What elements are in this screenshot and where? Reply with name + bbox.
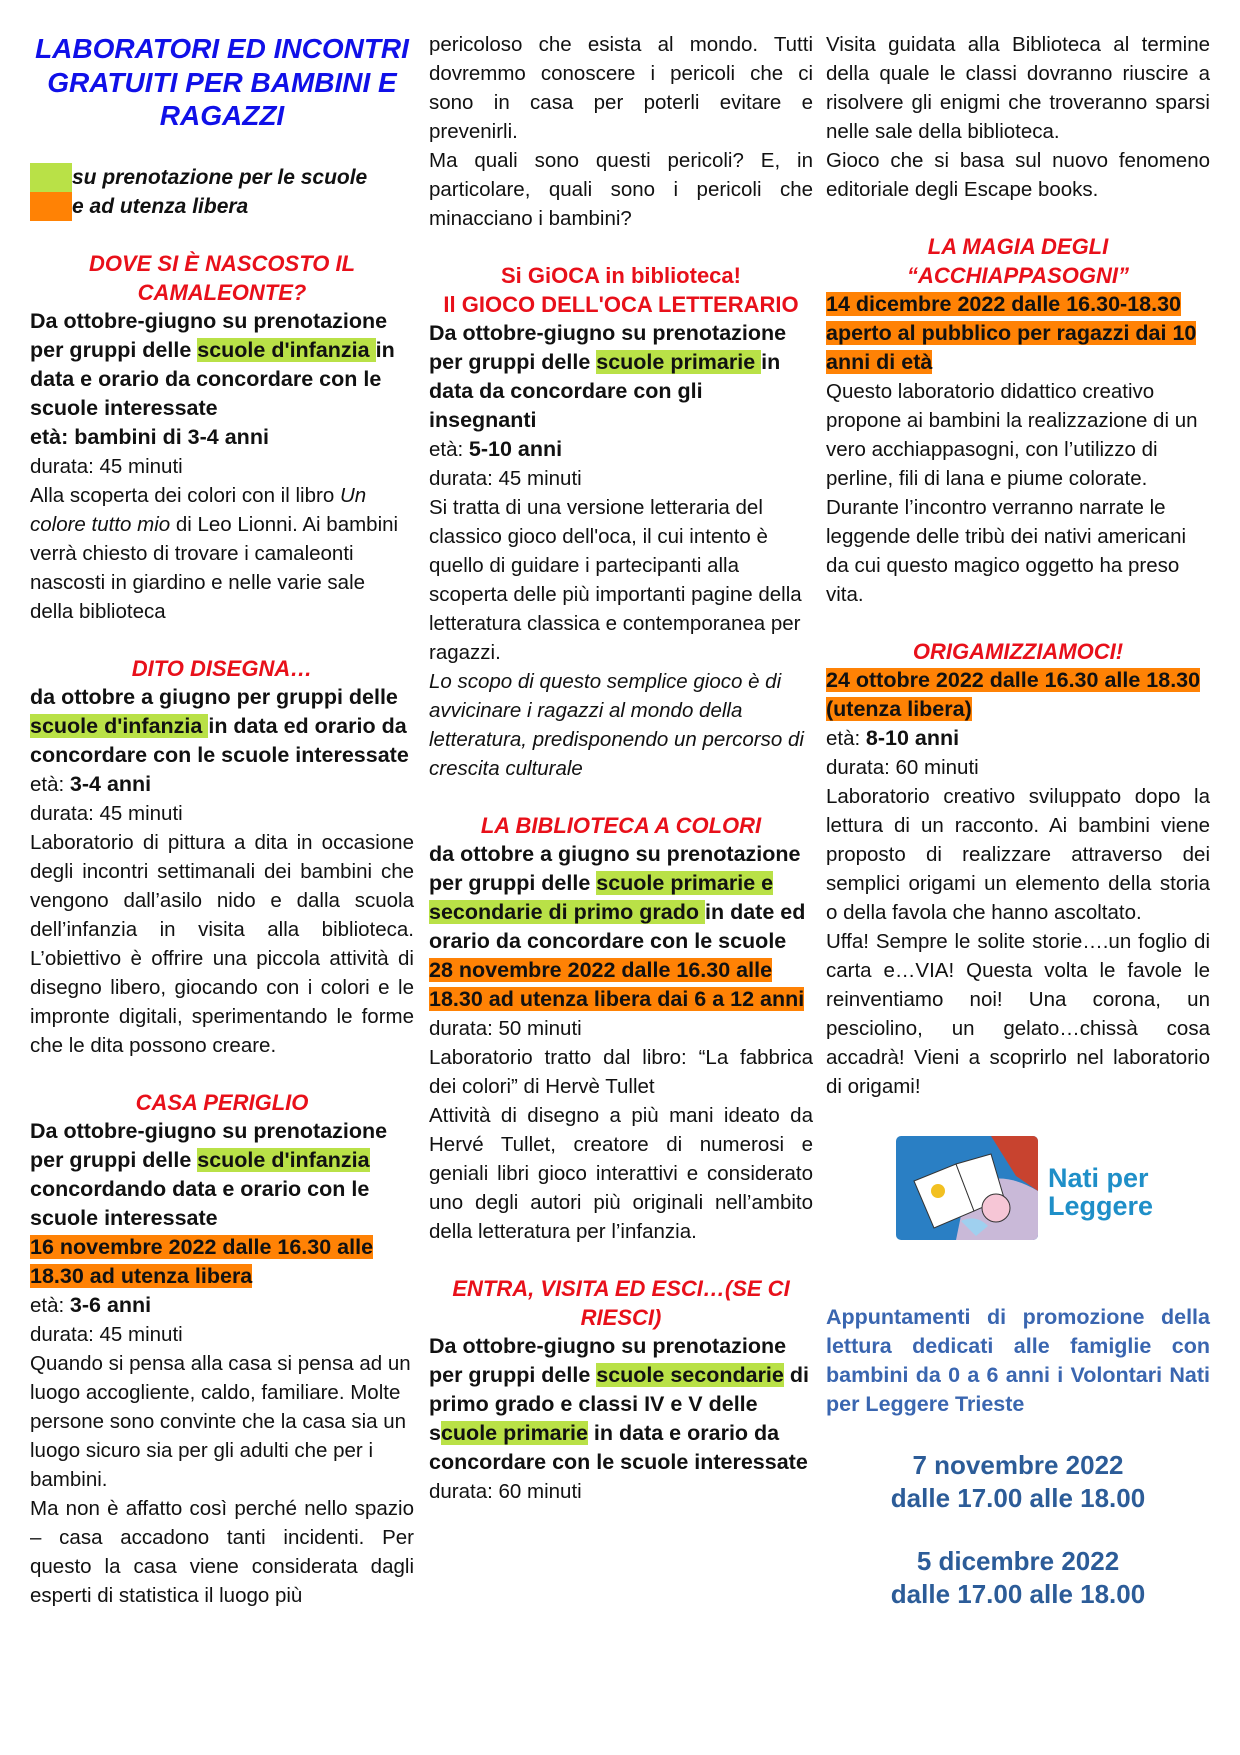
npl-description: Appuntamenti di promozione della lettura dedicati alle famiglie con bambini da 0 a 6 anni i Volontari Nati per Leggere Trieste [826, 1305, 1210, 1416]
section-heading: LA BIBLIOTECA A COLORI [480, 813, 762, 838]
text-segment: Ma non è affatto così perché nello spazio – casa accadono tanti incidenti. Per questo la casa viene considerata dagli esperti di statistica il luogo più [30, 1496, 414, 1607]
text-segment: durata: 45 minuti [30, 1322, 183, 1346]
text-segment: Da ottobre-giugno su prenotazione per gruppi delle [429, 1334, 787, 1387]
text-segment: Ma quali sono questi pericoli? E, in particolare, quali sono i pericoli che minacciano i bambini? [429, 149, 813, 230]
paragraph [429, 1101, 813, 1246]
event-date [826, 1449, 1210, 1515]
legend-item [30, 163, 414, 192]
text-segment: età: [826, 727, 866, 750]
text-segment: durata: 50 minuti [429, 1017, 582, 1040]
paragraph [826, 927, 1210, 1101]
paragraph [30, 799, 414, 828]
paragraph [826, 377, 1210, 609]
text-segment: in data e orario da concordare con le scuole interessate [30, 337, 395, 420]
highlight-green: scuole primarie e secondarie di primo grado [429, 871, 774, 924]
text-segment: Attività di disegno a più mani ideato da Hervé Tullet, creatore di numerosi e geniali libri gioco interattivi e considerato uno degli autori più originali nell’ambito della letteratura per l’infanzia. [429, 1104, 813, 1243]
paragraph [30, 307, 414, 423]
date-line: dalle 17.00 alle 18.00 [890, 1579, 1146, 1609]
color-legend [30, 163, 414, 221]
text-segment: Da ottobre-giugno su prenotazione per gruppi delle [30, 308, 388, 362]
text-segment: 3-6 anni [69, 1292, 152, 1317]
column-1 [30, 30, 414, 1610]
highlight-orange: 16 novembre 2022 dalle 16.30 alle 18.30 ad utenza libera [30, 1234, 374, 1288]
text-segment: età: bambini di 3-4 anni [30, 424, 269, 449]
text-segment: Un colore tutto mio [30, 483, 367, 536]
text-segment: durata: 60 minuti [429, 1480, 582, 1503]
highlight-green: cuole primarie [440, 1421, 588, 1445]
highlight-green: scuole primarie [596, 350, 762, 374]
paragraph [429, 1014, 813, 1043]
highlight-green: scuole d'infanzia [197, 337, 376, 362]
text-segment: 8-10 anni [865, 726, 960, 750]
paragraph [429, 493, 813, 667]
date-line: 7 novembre 2022 [912, 1450, 1124, 1480]
text-segment: Laboratorio tratto dal libro: “La fabbrica dei colori” di Hervè Tullet [429, 1046, 813, 1098]
paragraph [429, 30, 813, 146]
text-segment: Lo scopo di questo semplice gioco è di avvicinare i ragazzi al mondo della letteratura, predisponendo un percorso di crescita culturale [429, 670, 804, 780]
paragraph [429, 840, 813, 956]
paragraph [429, 464, 813, 493]
nati-per-leggere-logo [896, 1137, 1210, 1247]
text-segment: durata: 45 minuti [30, 454, 183, 478]
legend-label: e ad utenza libera [72, 194, 249, 218]
paragraph [30, 423, 414, 452]
text-segment: in date ed orario da concordare con le scuole [429, 900, 806, 953]
text-segment: Gioco che si basa sul nuovo fenomeno editoriale degli Escape books. [826, 149, 1210, 201]
paragraph [30, 1233, 414, 1291]
text-segment: Si tratta di una versione letteraria del classico gioco dell'oca, il cui intento è quello di guidare i partecipanti alla scoperta delle più importanti pagine della letteratura classica e contemporanea per ragazzi. [429, 496, 802, 664]
paragraph [30, 828, 414, 1060]
paragraph [826, 782, 1210, 927]
logo-text: Nati per Leggere [1048, 1163, 1154, 1221]
text-segment: Uffa! Sempre le solite storie….un foglio di carta e…VIA! Questa volta le favole le reinventiamo noi! Una corona, un pesciolino, un gelato…chissà cosa accadrà! Vieni a scoprirlo nel laboratorio di origami! [826, 930, 1210, 1098]
text-segment: di Leo Lionni. Ai bambini verrà chiesto di trovare i camaleonti nascosti in giardino e nelle varie sale della biblioteca [30, 512, 399, 623]
text-segment: in data da concordare con gli insegnanti [429, 350, 781, 432]
text-segment: Quando si pensa alla casa si pensa ad un luogo accogliente, caldo, familiare. Molte persone sono convinte che la casa sia un luogo sicuro sia per gli adulti che per i bambini. [30, 1351, 411, 1491]
paragraph [429, 956, 813, 1014]
paragraph [429, 1332, 813, 1477]
paragraph [826, 290, 1210, 377]
text-segment: età: [30, 772, 70, 796]
text-segment: da ottobre a giugno su prenotazione per gruppi delle [429, 842, 801, 895]
paragraph [826, 724, 1210, 753]
paragraph [826, 666, 1210, 724]
nati-per-leggere-icon [896, 1136, 1038, 1248]
highlight-orange: 14 dicembre 2022 dalle 16.30-18.30 aperto al pubblico per ragazzi dai 10 anni di età [826, 292, 1197, 374]
text-segment: 5-10 anni [468, 437, 563, 461]
section-heading: Si GiOCA in biblioteca! Il GIOCO DELL'OCA LETTERARIO [443, 263, 799, 317]
legend-label: su prenotazione per le scuole [72, 165, 368, 189]
section-heading: LA MAGIA DEGLI “ACCHIAPPASOGNI” [906, 234, 1130, 288]
paragraph [429, 319, 813, 435]
paragraph [826, 753, 1210, 782]
paragraph [429, 435, 813, 464]
text-segment: durata: 45 minuti [429, 467, 582, 490]
text-segment: Laboratorio creativo sviluppato dopo la lettura di un racconto. Ai bambini viene proposto di realizzare attraverso dei semplici origami un elemento della storia o della favola che hanno ascoltato. [826, 785, 1210, 924]
text-segment: 3-4 anni [69, 771, 152, 796]
highlight-orange: 28 novembre 2022 dalle 16.30 alle 18.30 ad utenza libera dai 6 a 12 anni [429, 958, 805, 1011]
text-segment: Da ottobre-giugno su prenotazione per gruppi delle [429, 321, 787, 374]
text-segment: concordando data e orario con le scuole interessate [30, 1176, 370, 1230]
column-2 [429, 30, 813, 1506]
paragraph [30, 481, 414, 626]
paragraph [30, 1320, 414, 1349]
paragraph [429, 1043, 813, 1101]
text-segment: Da ottobre-giugno su prenotazione per gruppi delle [30, 1118, 388, 1172]
highlight-green: scuole secondarie [596, 1363, 784, 1387]
section-heading: DOVE SI È NASCOSTO IL CAMALEONTE? [88, 250, 356, 305]
legend-swatch-green [30, 163, 72, 192]
event-date [826, 1545, 1210, 1611]
text-segment: di primo grado e classi IV e V delle s [429, 1363, 809, 1445]
paragraph [30, 1291, 414, 1320]
text-segment: in data e orario da concordare con le scuole interessate [429, 1421, 808, 1474]
column-3 [826, 30, 1210, 1611]
page-title: LABORATORI ED INCONTRI GRATUITI PER BAMBINI E RAGAZZI [35, 33, 409, 131]
section-heading: ENTRA, VISITA ED ESCI…(SE CI RIESCI) [452, 1276, 790, 1330]
paragraph [429, 1477, 813, 1506]
text-segment: durata: 60 minuti [826, 756, 979, 779]
text-segment: Visita guidata alla Biblioteca al termine della quale le classi dovranno riuscire a risolvere gli enigmi che troveranno sparsi nelle sale della biblioteca. [826, 33, 1210, 143]
text-segment: pericoloso che esista al mondo. Tutti dovremmo conoscere i pericoli che ci sono in casa per poterli evitare e prevenirli. [429, 33, 813, 143]
section-heading: CASA PERIGLIO [135, 1089, 309, 1115]
text-segment: in data ed orario da concordare con le scuole interessate [30, 713, 409, 767]
paragraph [30, 683, 414, 770]
legend-swatch-orange [30, 192, 72, 221]
paragraph [429, 667, 813, 783]
paragraph [30, 1494, 414, 1610]
paragraph [826, 146, 1210, 204]
date-line: dalle 17.00 alle 18.00 [890, 1483, 1146, 1513]
section-heading: DITO DISEGNA… [131, 655, 313, 681]
paragraph [30, 452, 414, 481]
legend-item [30, 192, 414, 221]
highlight-green: scuole d'infanzia [30, 713, 209, 738]
text-segment: età: [429, 438, 469, 461]
text-segment: da ottobre a giugno per gruppi delle [30, 684, 398, 709]
text-segment: durata: 45 minuti [30, 801, 183, 825]
text-segment: Questo laboratorio didattico creativo propone ai bambini la realizzazione di un vero acchiappasogni, con l’utilizzo di perline, fili di lana e piume colorate. Durante l’incontro verranno narrate le leggende delle tribù dei nativi americani da cui questo magico oggetto ha preso vita. [826, 380, 1198, 606]
paragraph [30, 770, 414, 799]
paragraph [30, 1349, 414, 1494]
section-heading: ORIGAMIZZIAMOCI! [912, 639, 1124, 664]
paragraph [429, 146, 813, 233]
highlight-orange: 24 ottobre 2022 dalle 16.30 alle 18.30 (utenza libera) [826, 668, 1201, 721]
text-segment: età: [30, 1293, 70, 1317]
text-segment: Alla scoperta dei colori con il libro [30, 483, 340, 507]
date-line: 5 dicembre 2022 [916, 1546, 1120, 1576]
text-segment: Laboratorio di pittura a dita in occasione degli incontri settimanali dei bambini che vengono dall’asilo nido e dalla scuola dell’infanzia in visita alla biblioteca. L’obiettivo è offrire una piccola attività di disegno libero, giocando con i colori e le impronte digitali, sperimentando le forme che le dita possono creare. [30, 830, 414, 1057]
paragraph [826, 30, 1210, 146]
highlight-green: scuole d'infanzia [197, 1147, 370, 1172]
paragraph [30, 1117, 414, 1233]
